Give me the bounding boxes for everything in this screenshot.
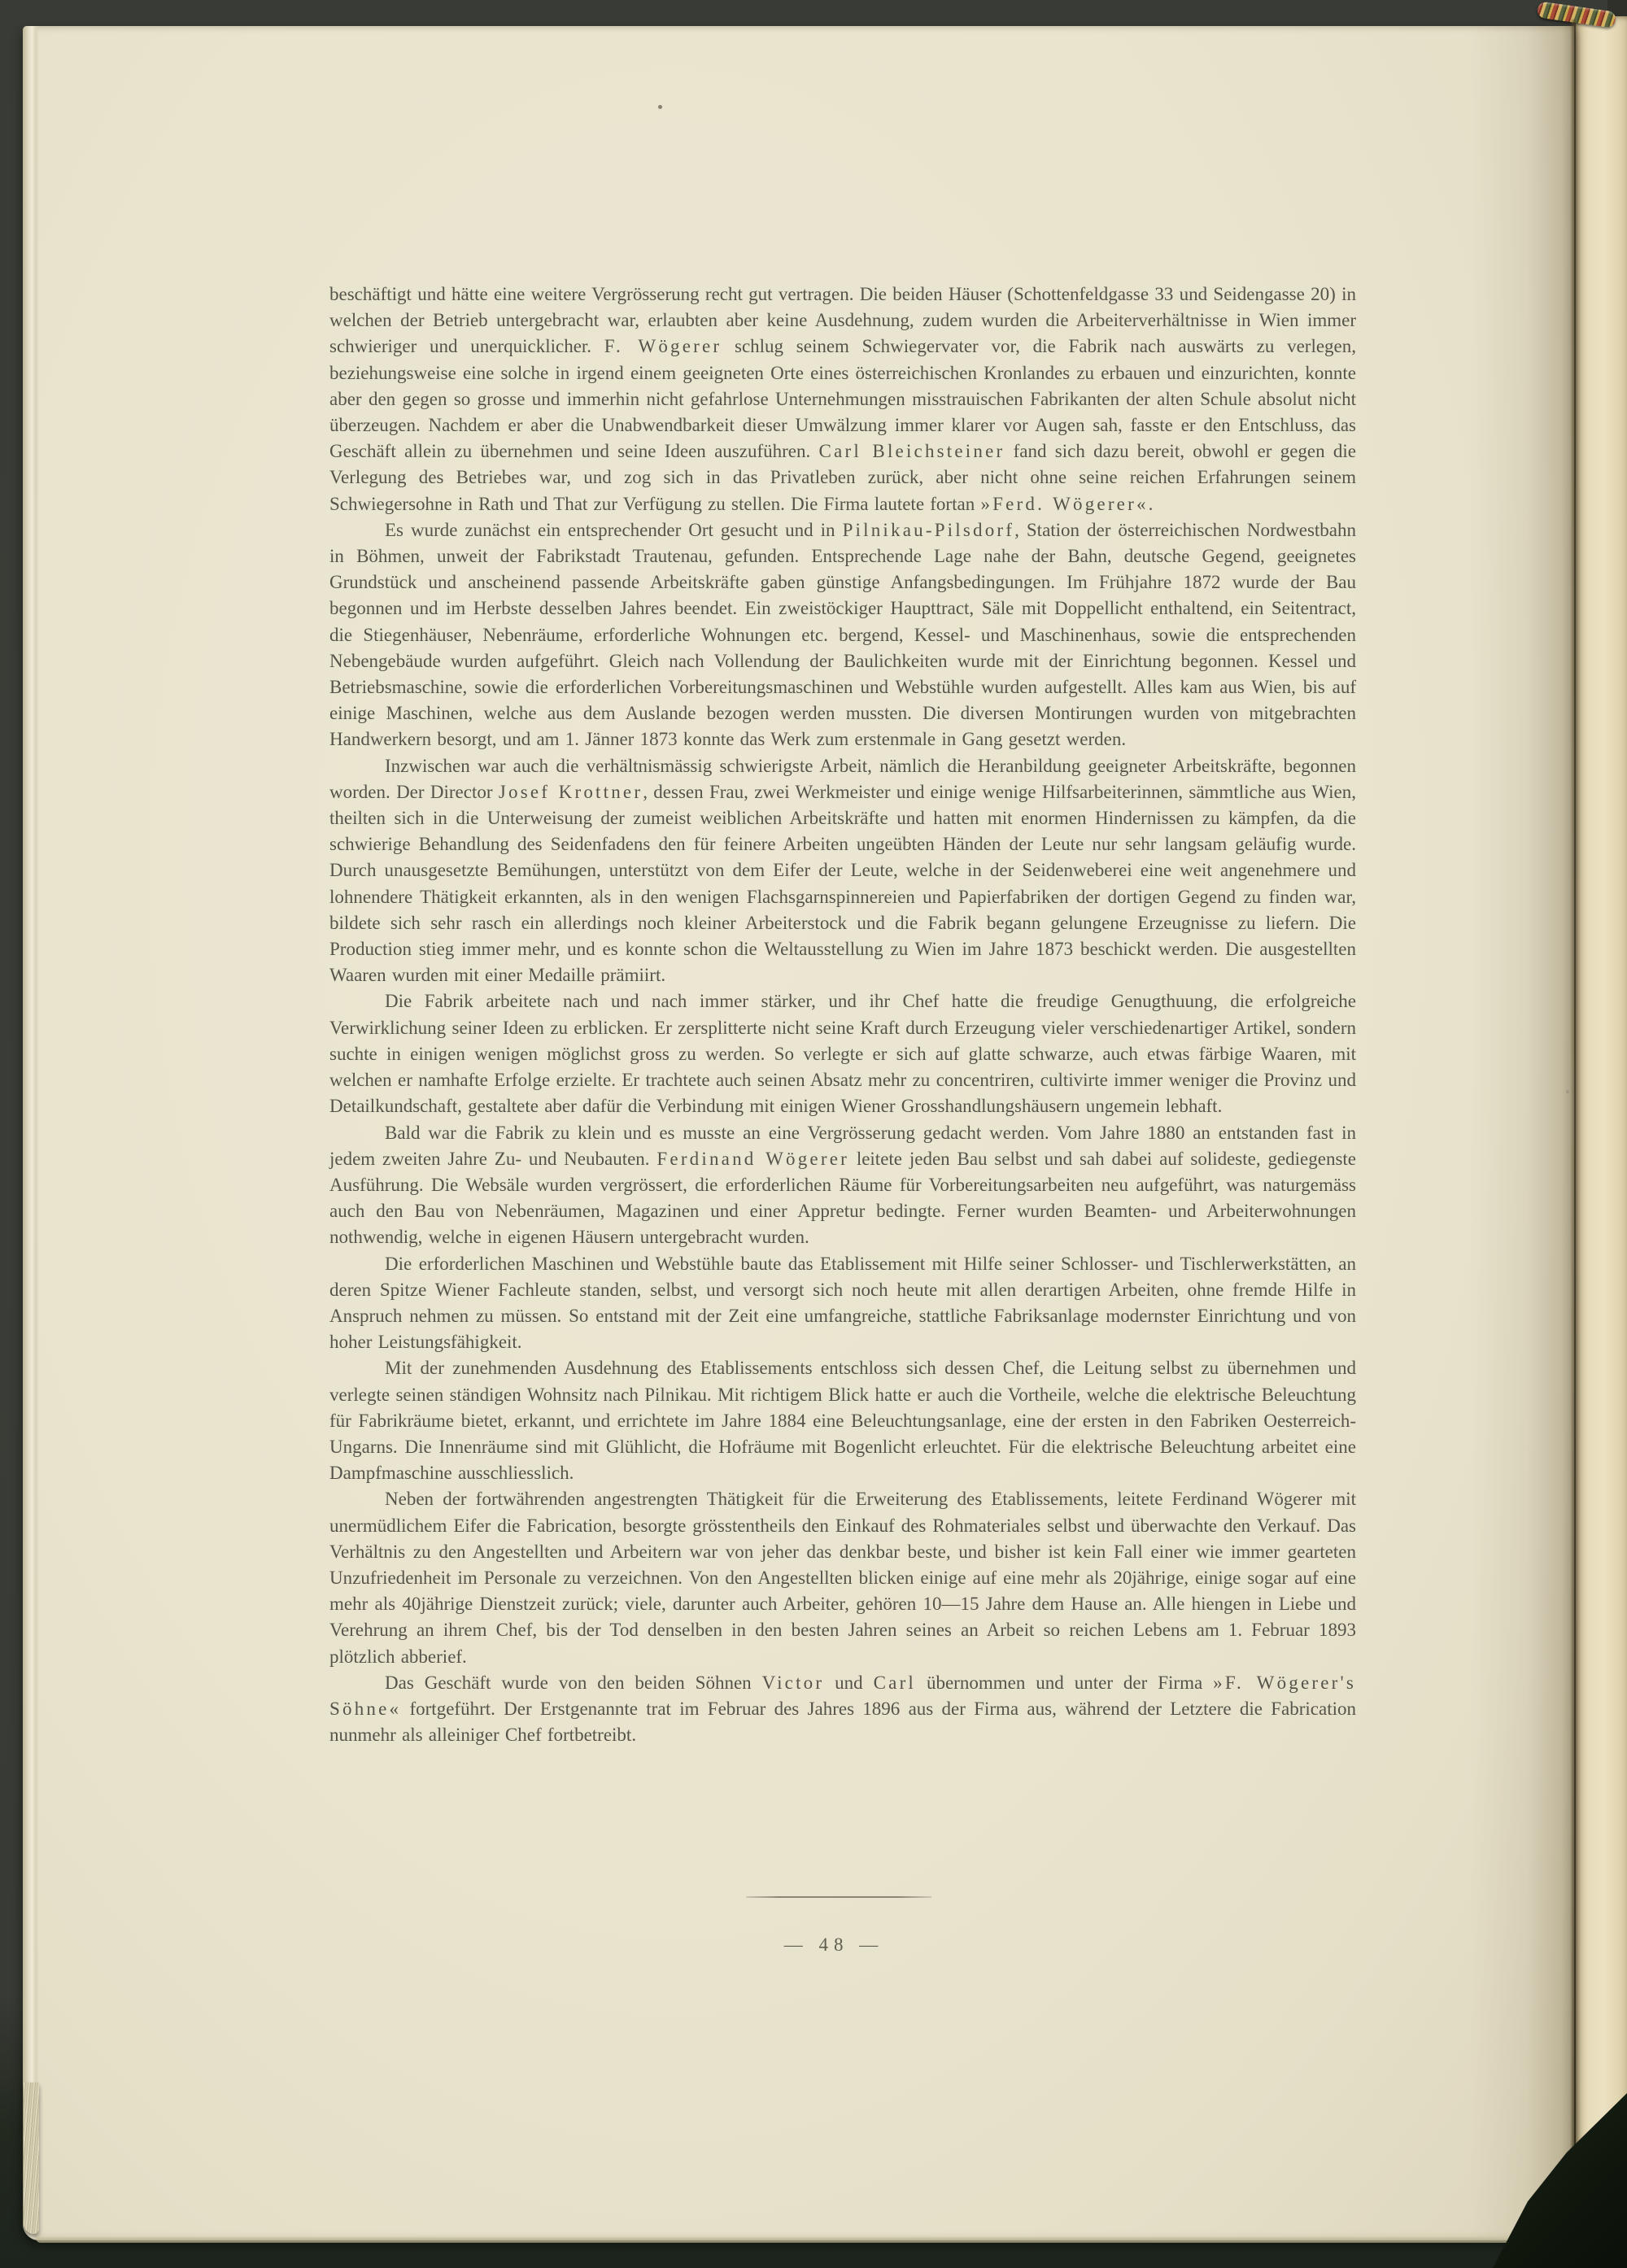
- page-number: — 48 —: [783, 1934, 884, 1955]
- emphasized-name: F. Wögerer: [604, 336, 722, 357]
- text-run: .: [1148, 493, 1154, 514]
- text-run: leitete jeden Bau selbst und sah dabei auf solideste, gediegenste Ausführung. Die Websäle wurden vergrössert, die erforderlichen Räume für Vorbereitungsarbeiten neu aufgeführt, was naturgemäss auch den Bau von Nebenräumen, Magazinen und einer Appretur bedingte. Ferner wurden Beamten- und Arbeiterwohnungen nothwendig, welche in eigenen Häusern untergebracht wurden.: [329, 1148, 1357, 1248]
- paragraph: [329, 1251, 1356, 1356]
- emphasized-name: Josef Krottner: [498, 781, 643, 802]
- paper-speck: [1566, 1090, 1569, 1093]
- text-run: Die erforderlichen Maschinen und Webstühle baute das Etablissement mit Hilfe seiner Schlosser- und Tischlerwerkstätten, an deren Spitze Wiener Fachleute standen, selbst, und versorgt sich noch heute mit allen derartigen Arbeiten, ohne fremde Hilfe in Anspruch nehmen zu müssen. So entstand mit der Zeit eine umfangreiche, stattliche Fabriksanlage modernster Einrichtung und von hoher Leistungsfähigkeit.: [329, 1253, 1356, 1353]
- emphasized-name: Carl: [873, 1672, 917, 1693]
- paragraph: [329, 753, 1356, 989]
- paragraph: [329, 1486, 1356, 1669]
- text-run: schlug seinem Schwiegervater vor, die Fabrik nach auswärts zu verlegen, beziehungsweise eine solche in irgend einem geeigneten Orte eines österreichischen Kronlandes zu erbauen und einzurichten, konnte aber den gegen so grosse und immerhin nicht gefahrlose Unternehmungen misstrauischen Fabrikanten der alten Schule absolut nicht überzeugen. Nachdem er aber die Unabwendbarkeit dieser Umwälzung immer klarer vor Augen sah, fasste er den Entschluss, das Geschäft allein zu übernehmen und seine Ideen auszuführen.: [329, 336, 1357, 462]
- text-run: Das Geschäft wurde von den beiden Söhnen: [385, 1672, 762, 1693]
- text-run: Mit der zunehmenden Ausdehnung des Etablissements entschloss sich dessen Chef, die Leitung selbst zu übernehmen und verlegte seinen ständigen Wohnsitz nach Pilnikau. Mit richtigem Blick hatte er auch die Vortheile, welche die elektrische Beleuchtung für Fabrikräume bietet, erkannt, und errichtete im Jahre 1884 eine Beleuchtungsanlage, eine der ersten in den Fabriken Oesterreich-Ungarns. Die Innenräume sind mit Glühlicht, die Hofräume mit Bogenlicht erleuchtet. Für die elektrische Beleuchtung arbeitet eine Dampfmaschine ausschliesslich.: [329, 1358, 1356, 1484]
- text-run: Inzwischen war auch die verhältnismässig schwierigste Arbeit, nämlich die Heranbildung geeigneter Arbeitskräfte, begonnen worden. Der Director: [329, 755, 1356, 802]
- text-run: fortgeführt. Der Erstgenannte trat im Februar des Jahres 1896 aus der Firma aus, während der Letztere die Fabrication nunmehr als alleiniger Chef fortbetreibt.: [329, 1698, 1356, 1746]
- paragraph: [329, 1355, 1356, 1486]
- emphasized-name: »Ferd. Wögerer«: [980, 493, 1149, 514]
- text-run: , dessen Frau, zwei Werkmeister und einige wenige Hilfsarbeiterinnen, sämmtliche aus Wien, theilten sich in die Unterweisung der zumeist weiblichen Arbeitskräfte und hatten mit enormen Hindernissen zu kämpfen, da die schwierige Behandlung des Seidenfadens den für feinere Arbeiten ungeübten Händen der Leute nur sehr langsam geläufig wurde. Durch unausgesetzte Bemühungen, unterstützt von dem Eifer der Leute, welche in der Seidenweberei eine weit angenehmere und lohnendere Thätigkeit erkannten, als in den wenigen Flachsgarnspinnereien und Papierfabriken der dortigen Gegend zu finden war, bildete sich sehr rasch ein allerdings noch kleiner Arbeiterstock und die Fabrik begann gelungene Erzeugnisse zu liefern. Die Production stieg immer mehr, und es konnte schon die Weltausstellung zu Wien im Jahre 1873 beschickt werden. Die ausgestellten Waaren wurden mit einer Medaille prämiirt.: [329, 781, 1356, 986]
- page-left-edge: [23, 26, 39, 2240]
- gutter-shadow: [1468, 26, 1574, 2240]
- gutter-crease: [1572, 20, 1576, 2216]
- emphasized-name: Victor: [761, 1672, 825, 1693]
- emphasized-name: Pilnikau-Pilsdorf: [842, 519, 1015, 540]
- paragraph: [329, 1670, 1356, 1749]
- page-bottom-edge: [36, 2237, 1516, 2243]
- paragraph: [329, 281, 1356, 517]
- text-run: fand sich dazu bereit, obwohl er gegen die Verlegung des Betriebes war, und zog sich in das Privatleben zurück, aber nicht ohne seine reichen Erfahrungen seinem Schwiegersohne in Rath und That zur Verfügung zu stellen. Die Firma lautete fortan: [329, 441, 1357, 514]
- text-block: [329, 281, 1356, 1748]
- text-run: Neben der fortwährenden angestrengten Thätigkeit für die Erweiterung des Etablissements, leitete Ferdinand Wögerer mit unermüdlichem Eifer die Fabrication, besorgte grösstentheils den Einkauf des Rohmateriales selbst und überwachte den Verkauf. Das Verhältnis zu den Angestellten und Arbeitern war von jeher das denkbar beste, und bisher ist kein Fall einer wie immer gearteten Unzufriedenheit im Personale zu verzeichnen. Von den Angestellten blicken einige auf eine mehr als 20jährige, einige sogar auf eine mehr als 40jährige Dienstzeit zurück; viele, darunter auch Arbeiter, gehören 10—15 Jahre dem Hause an. Alle hiengen in Liebe und Verehrung an ihrem Chef, bis der Tod denselben in den besten Jahren seines an Arbeit so reichen Lebens am 1. Februar 1893 plötzlich abberief.: [329, 1489, 1356, 1667]
- emphasized-name: »F. Wögerer's Söhne«: [329, 1672, 1357, 1719]
- section-divider: [746, 1896, 931, 1898]
- text-run: Es wurde zunächst ein entsprechender Ort gesucht und in: [385, 519, 843, 540]
- page-stack-edges: [24, 2083, 39, 2234]
- paragraph: [329, 1120, 1356, 1251]
- text-run: , Station der österreichischen Nordwestbahn in Böhmen, unweit der Fabrikstadt Trautenau, gefunden. Entsprechende Lage nahe der Bahn, deutsche Gegend, geeignetes Grundstück und anscheinend passende Arbeitskräfte gaben günstige Anfangsbedingungen. Im Frühjahre 1872 wurde der Bau begonnen und im Herbste desselben Jahres beendet. Ein zweistöckiger Haupttract, Säle mit Doppellicht enthaltend, ein Seitentract, die Stiegenhäuser, Nebenräume, erforderliche Wohnungen etc. bergend, Kessel- und Maschinenhaus, sowie die entsprechenden Nebengebäude wurden aufgeführt. Gleich nach Vollendung der Baulichkeiten wurde mit der Einrichtung begonnen. Kessel und Betriebsmaschine, sowie die erforderlichen Vorbereitungsmaschinen und Webstühle wurden aufgestellt. Alles kam aus Wien, bis auf einige Maschinen, welche aus dem Auslande bezogen werden mussten. Die diversen Montirungen wurden von mitgebrachten Handwerkern besorgt, und am 1. Jänner 1873 konnte das Werk zum erstenmale in Gang gesetzt werden.: [329, 519, 1356, 750]
- emphasized-name: Ferdinand Wögerer: [656, 1148, 849, 1169]
- text-run: Die Fabrik arbeitete nach und nach immer stärker, und ihr Chef hatte die freudige Genugthuung, die erfolgreiche Verwirklichung seiner Ideen zu erblicken. Er zersplitterte nicht seine Kraft durch Erzeugung vieler verschiedenartiger Artikel, sondern suchte in einigen wenigen möglichst gross zu werden. So verlegte er sich auf glatte schwarze, auch etwas färbige Waaren, mit welchen er namhafte Erfolge erzielte. Er trachtete auch seinen Absatz mehr zu concentriren, cultivirte immer weniger die Provinz und Detailkundschaft, gestaltete aber dafür die Verbindung mit einigen Wiener Grosshandlungshäusern ungemein lebhaft.: [329, 991, 1356, 1117]
- paper-speck: [658, 105, 662, 109]
- text-run: übernommen und unter der Firma: [916, 1672, 1214, 1693]
- emphasized-name: Carl Bleichsteiner: [818, 441, 1005, 462]
- text-run: beschäftigt und hätte eine weitere Vergrösserung recht gut vertragen. Die beiden Häuser (Schottenfeldgasse 33 und Seidengasse 20) in welchen der Betrieb untergebracht war, erlaubten aber keine Ausdehnung, zudem wurden die Arbeiterverhältnisse in Wien immer schwieriger und unerquicklicher.: [329, 284, 1356, 357]
- paragraph: [329, 517, 1356, 753]
- paragraph: [329, 988, 1356, 1119]
- text-run: und: [824, 1672, 874, 1693]
- adjacent-page-edge: [1576, 16, 1627, 2190]
- text-run: Bald war die Fabrik zu klein und es musste an eine Vergrösserung gedacht werden. Vom Jahre 1880 an entstanden fast in jedem zweiten Jahre Zu- und Neubauten.: [329, 1122, 1356, 1169]
